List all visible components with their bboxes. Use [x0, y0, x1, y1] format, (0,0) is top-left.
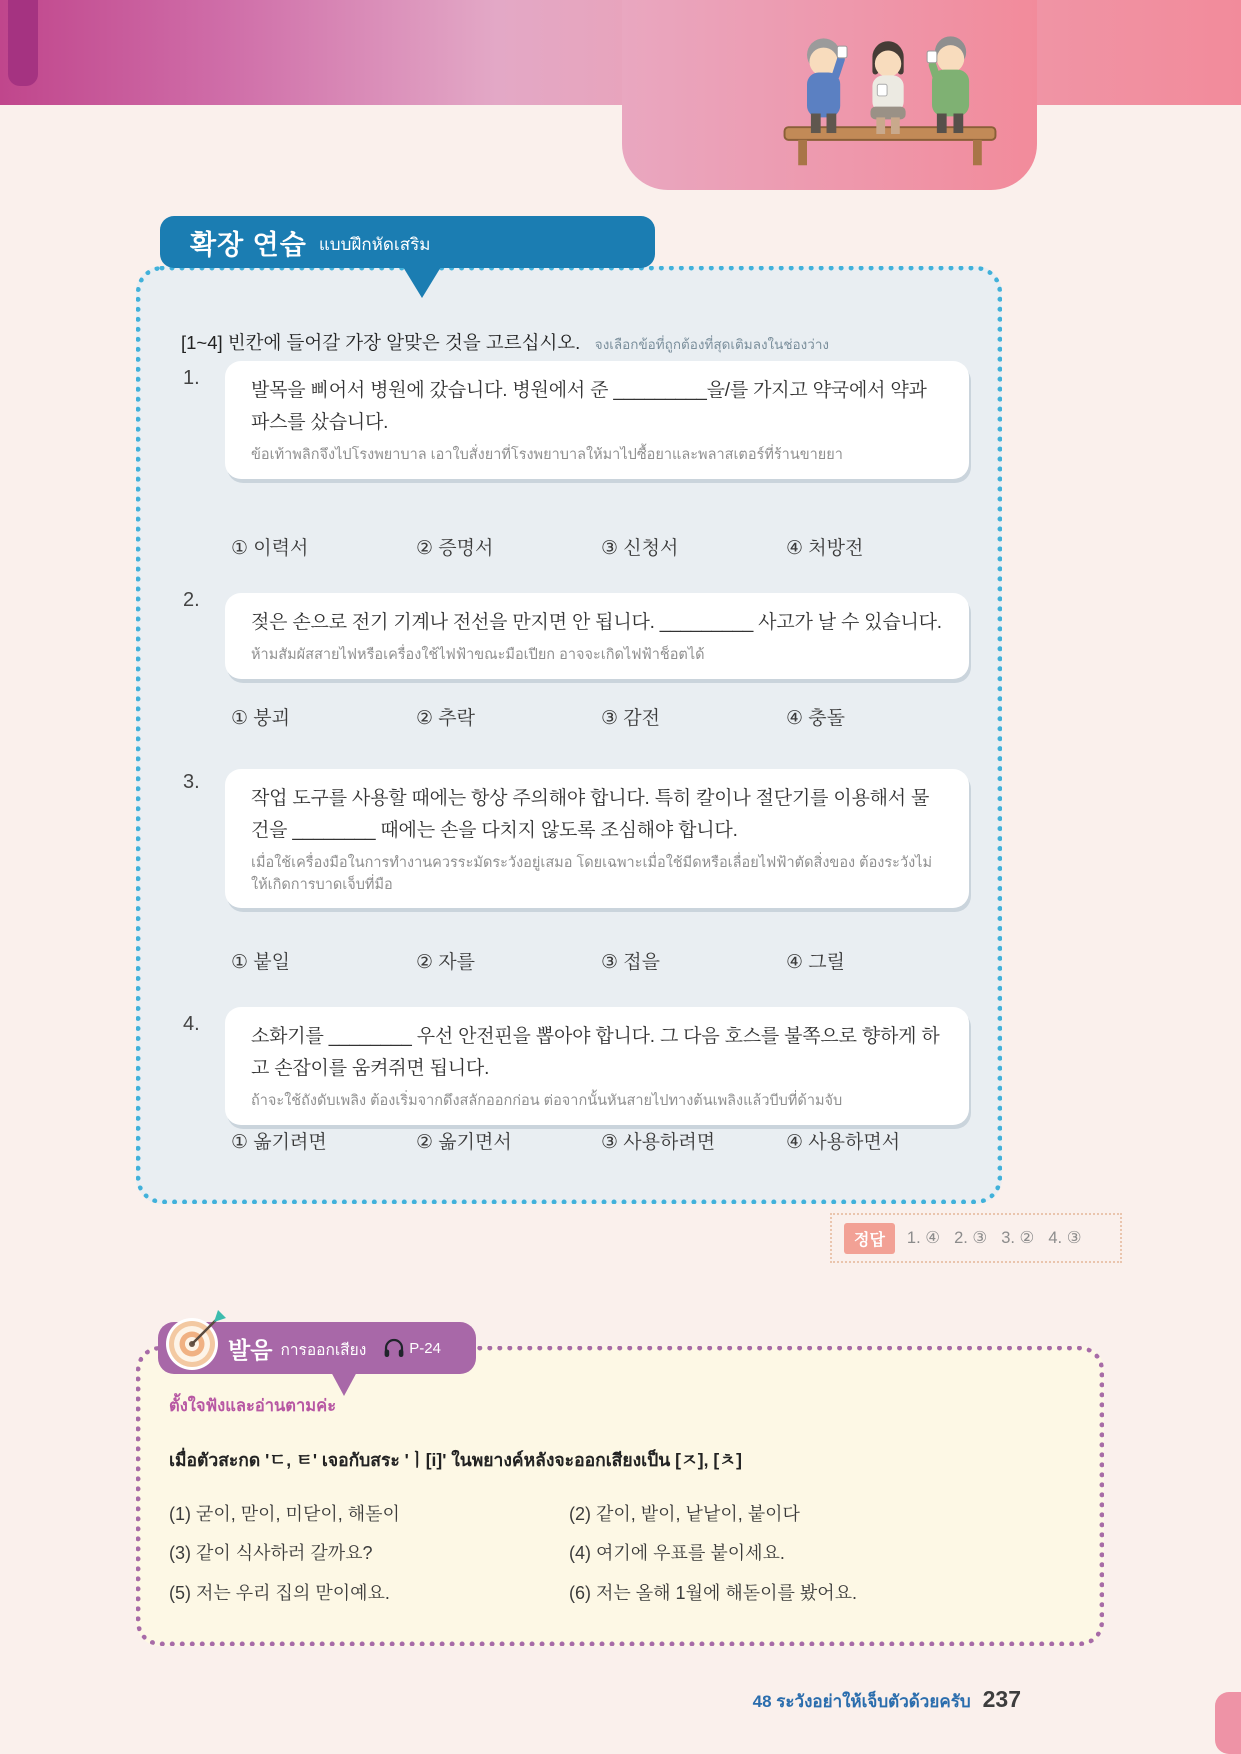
pronunciation-examples — [169, 1503, 1049, 1605]
answer-key-values — [907, 1228, 1082, 1248]
question-1-translation: ข้อเท้าพลิกจึงไปโรงพยาบาล เอาใบสั่งยาที่โรงพยาบาลให้มาไปซื้อยาและพลาสเตอร์ที่ร้านขายยา — [251, 446, 843, 463]
page-footer — [753, 1686, 1021, 1715]
answer-3: 3. ② — [1001, 1229, 1035, 1247]
question-2-number: 2. — [183, 589, 200, 611]
answer-key-badge: 정답 — [844, 1223, 895, 1254]
option-1-4: ④ 처방전 — [786, 538, 864, 559]
expansion-practice-tab — [160, 216, 655, 268]
tab-pointer — [400, 262, 444, 298]
answer-4: 4. ③ — [1048, 1229, 1082, 1247]
pron-example-2: (2) 같이, 밭이, 낱낱이, 붙이다 — [569, 1504, 800, 1524]
target-dartboard-icon — [164, 1310, 228, 1374]
option-4-3: ③ 사용하려면 — [601, 1132, 716, 1153]
pronunciation-intro: ตั้งใจฟังและอ่านตามค่ะ — [169, 1397, 337, 1415]
answer-2: 2. ③ — [954, 1229, 988, 1247]
option-4-2: ② 옮기면서 — [416, 1132, 512, 1153]
pronunciation-tab — [158, 1322, 476, 1374]
pron-example-4: (4) 여기에 우표를 붙이세요. — [569, 1543, 785, 1564]
header-band — [0, 0, 1241, 105]
option-2-3: ③ 감전 — [601, 708, 661, 729]
pronunciation-tab-pointer — [330, 1370, 358, 1396]
option-3-1: ① 붙일 — [231, 952, 291, 973]
pronunciation-rule: เมื่อตัวสะกด 'ㄷ, ㅌ' เจอกับสระ 'ㅣ[i]' ในพยางค์หลังจะออกเสียงเป็น [ㅈ], [ㅊ] — [169, 1450, 742, 1470]
option-4-1: ① 옮기려면 — [231, 1132, 327, 1153]
option-2-2: ② 추락 — [416, 708, 476, 729]
question-2-card — [225, 593, 969, 679]
lesson-title: 48 ระวังอย่าให้เจ็บตัวด้วยครับ — [752, 1692, 971, 1711]
question-1-text: 발목을 삐어서 병원에 갔습니다. 병원에서 준 _________을/를 가지고 약국에서 약과 파스를 샀습니다. — [251, 380, 927, 433]
exercise-box — [136, 266, 1002, 1204]
page-number: 237 — [982, 1686, 1021, 1712]
pronunciation-box — [136, 1346, 1104, 1646]
question-1-options — [231, 533, 975, 560]
question-3-card — [225, 769, 969, 908]
pronunciation-title-thai: การออกเสียง — [280, 1342, 367, 1359]
option-2-1: ① 붕괴 — [231, 708, 291, 729]
question-4-translation: ถ้าจะใช้ถังดับเพลิง ต้องเริ่มจากดึงสลักออกก่อน ต่อจากนั้นหันสายไปทางต้นเพลิงแล้วบีบที่ด้ามจับ — [251, 1092, 843, 1109]
pronunciation-title-korean: 발음 — [228, 1336, 273, 1363]
instruction-thai: จงเลือกข้อที่ถูกต้องที่สุดเติมลงในช่องว่าง — [594, 337, 829, 352]
question-2-text: 젖은 손으로 전기 기계나 전선을 만지면 안 됩니다. _________ 사고가 날 수 있습니다. — [251, 612, 942, 633]
section-title-korean: 확장 연습 — [190, 229, 307, 260]
question-2-translation: ห้ามสัมผัสสายไฟหรือเครื่องใช้ไฟฟ้าขณะมือเปียก อาจจะเกิดไฟฟ้าช็อตได้ — [251, 646, 705, 663]
question-3-options — [231, 947, 975, 974]
instruction — [181, 329, 981, 355]
pron-example-6: (6) 저는 올해 1월에 해돋이를 봤어요. — [569, 1582, 858, 1603]
question-1-card — [225, 361, 969, 479]
question-4-options — [231, 1127, 975, 1154]
option-2-4: ④ 충돌 — [786, 708, 846, 729]
option-3-3: ③ 접을 — [601, 952, 661, 973]
option-1-1: ① 이력서 — [231, 538, 309, 559]
question-4-text: 소화기를 ________ 우선 안전핀을 뽑아야 합니다. 그 다음 호스를 불쪽으로 향하게 하고 손잡이를 움켜쥐면 됩니다. — [251, 1026, 940, 1079]
option-1-3: ③ 신청서 — [601, 538, 679, 559]
question-4-number: 4. — [183, 1013, 200, 1035]
pron-example-5: (5) 저는 우리 집의 맏이예요. — [169, 1582, 390, 1603]
question-2-options — [231, 703, 975, 730]
audio-track-label: P-24 — [409, 1339, 441, 1357]
option-3-2: ② 자를 — [416, 952, 476, 973]
pron-example-1: (1) 굳이, 맏이, 미닫이, 해돋이 — [169, 1504, 400, 1524]
headphones-icon — [382, 1336, 406, 1360]
option-1-2: ② 증명서 — [416, 538, 494, 559]
people-illustration — [772, 10, 1008, 176]
option-4-4: ④ 사용하면서 — [786, 1132, 901, 1153]
question-3-number: 3. — [183, 771, 200, 793]
answer-1: 1. ④ — [906, 1229, 941, 1247]
question-3-text: 작업 도구를 사용할 때에는 항상 주의해야 합니다. 특히 칼이나 절단기를 이용해서 물건을 ________ 때에는 손을 다치지 않도록 조심해야 합니다. — [251, 788, 930, 841]
spine-tab — [8, 0, 38, 86]
chapter-edge-tab — [1215, 1692, 1241, 1754]
option-3-4: ④ 그릴 — [786, 952, 846, 973]
question-1-number: 1. — [183, 367, 200, 389]
answer-key — [830, 1213, 1122, 1263]
section-title-thai: แบบฝึกหัดเสริม — [318, 234, 431, 254]
question-4-card — [225, 1007, 969, 1125]
pron-example-3: (3) 같이 식사하러 갈까요? — [169, 1543, 373, 1564]
question-3-translation: เมื่อใช้เครื่องมือในการทำงานควรระมัดระวังอยู่เสมอ โดยเฉพาะเมื่อใช้มีดหรือเลื่อยไฟฟ้าตัดสิ่งของ ต้องระวังไม่ให้เกิดการบาดเจ็บที่มือ — [251, 854, 933, 893]
instruction-korean: [1~4] 빈칸에 들어갈 가장 알맞은 것을 고르십시오. — [181, 332, 581, 353]
